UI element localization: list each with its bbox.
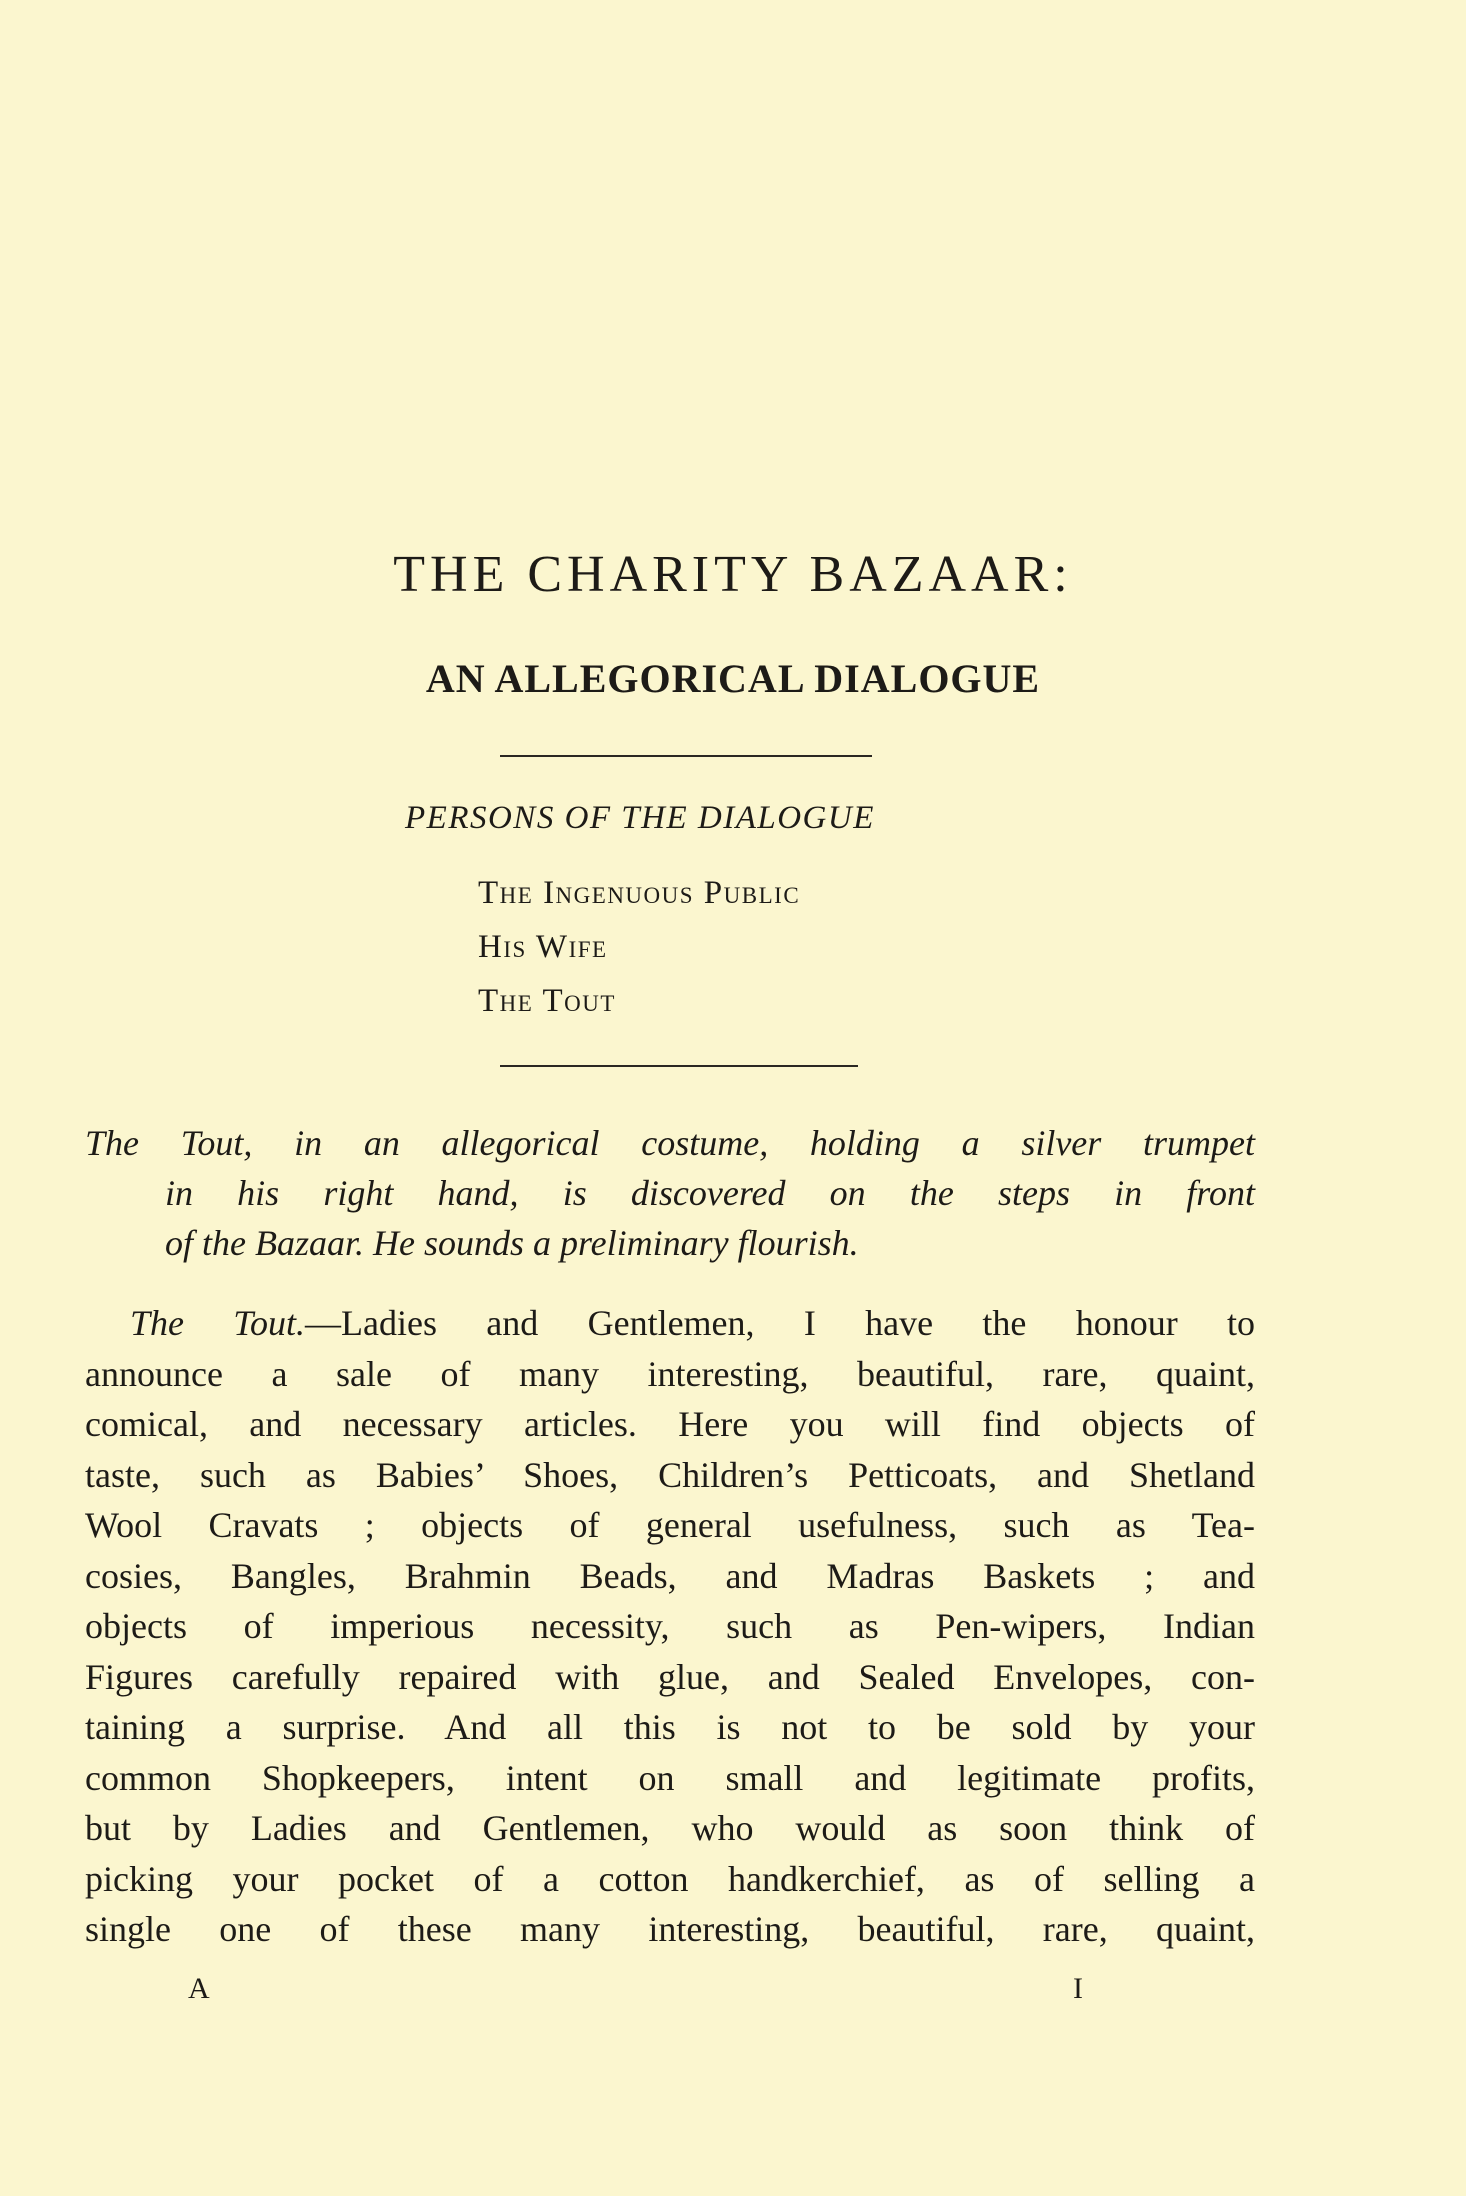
page-title: THE CHARITY BAZAAR:: [393, 546, 1073, 603]
person-item: The Tout: [478, 983, 616, 1019]
stage-direction-line: of the Bazaar. He sounds a preliminary flourish.: [165, 1223, 859, 1263]
dialogue-paragraph: [85, 1298, 1255, 1955]
person-item: His Wife: [478, 929, 608, 965]
speaker-name: The Tout.: [130, 1303, 306, 1343]
dialogue-line: common Shopkeepers, intent on small and legitimate profits,: [85, 1757, 1255, 1798]
page-number: I: [1073, 1972, 1083, 2005]
signature-mark: A: [188, 1972, 210, 2005]
dialogue-line: picking your pocket of a cotton handkerchief, as of selling a: [85, 1858, 1255, 1899]
person-item: The Ingenuous Public: [478, 875, 801, 911]
dialogue-line: Wool Cravats ; objects of general usefulness, such as Tea-: [85, 1505, 1255, 1545]
dialogue-line: objects of imperious necessity, such as Pen-wipers, Indian: [85, 1606, 1255, 1646]
dialogue-line: taste, such as Babies’ Shoes, Children’s Petticoats, and Shetland: [85, 1454, 1255, 1495]
dialogue-line: single one of these many interesting, beautiful, rare, quaint,: [85, 1909, 1255, 1949]
persons-heading: PERSONS OF THE DIALOGUE: [405, 800, 875, 836]
dialogue-line: [130, 1298, 1255, 1349]
stage-direction-line: in his right hand, is discovered on the steps in front: [165, 1173, 1255, 1213]
stage-direction-line: The Tout, in an allegorical costume, holding a silver trumpet: [85, 1123, 1255, 1163]
page-subtitle: AN ALLEGORICAL DIALOGUE: [425, 656, 1041, 701]
divider-top: [500, 755, 872, 757]
divider-bottom: [500, 1065, 858, 1067]
dialogue-line: announce a sale of many interesting, beautiful, rare, quaint,: [85, 1353, 1255, 1394]
dialogue-line: Figures carefully repaired with glue, and Sealed Envelopes, con-: [85, 1656, 1255, 1697]
dialogue-line: but by Ladies and Gentlemen, who would as soon think of: [85, 1808, 1255, 1848]
stage-direction: [85, 1118, 1255, 1268]
dialogue-line: taining a surprise. And all this is not to be sold by your: [85, 1707, 1255, 1747]
dialogue-line: cosies, Bangles, Brahmin Beads, and Madras Baskets ; and: [85, 1555, 1255, 1596]
dialogue-text: —Ladies and Gentlemen, I have the honour to: [305, 1303, 1255, 1343]
dialogue-line: comical, and necessary articles. Here you will find objects of: [85, 1404, 1255, 1444]
persons-list: [478, 866, 800, 1028]
